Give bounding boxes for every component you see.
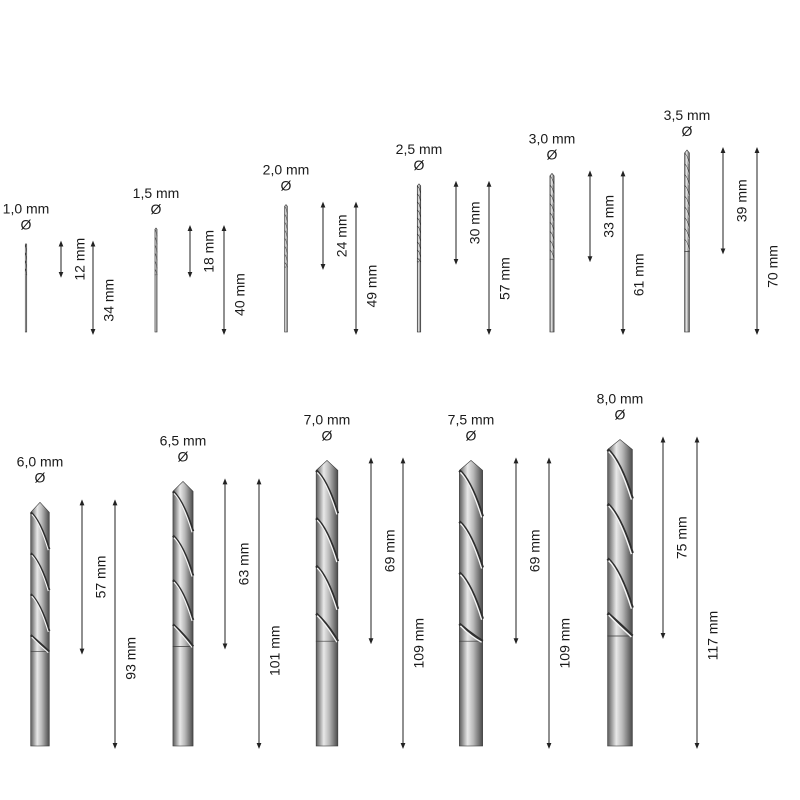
diameter-label: 2,5 mm [395,140,443,157]
drill-shank [316,641,338,746]
diameter-label: 7,0 mm [303,411,351,428]
drill-bit-0-1 [133,185,248,332]
flute-length-label: 69 mm [381,529,398,573]
drill-shank [685,251,690,332]
drill-shank [31,652,50,746]
drill-bit-0-4 [529,130,647,332]
drill-shank [155,275,157,332]
diameter-symbol: Ø [413,156,425,173]
diameter-label: 2,0 mm [262,161,310,178]
flute-length-label: 18 mm [200,230,217,273]
diameter-label: 7,5 mm [447,411,495,428]
diameter-symbol: Ø [465,427,477,444]
drill-bit-0-3 [396,141,513,332]
total-length-label: 93 mm [122,636,139,680]
total-length-label: 61 mm [630,253,647,297]
diameter-label: 3,0 mm [528,130,576,147]
drill-bit-1-0 [17,453,139,746]
flute-length-label: 75 mm [673,516,690,560]
flute-length-label: 63 mm [235,542,252,586]
drill-bit-1-3 [448,411,573,746]
diameter-symbol: Ø [681,123,693,139]
diameter-label: 1,0 mm [2,200,50,217]
total-length-label: 49 mm [363,264,380,308]
total-length-label: 40 mm [231,273,248,316]
drill-shank [417,262,421,332]
flute-length-label: 12 mm [71,237,88,281]
drill-bit-0-0 [3,201,117,332]
drill-bit-0-2 [263,162,380,332]
diameter-symbol: Ø [321,427,333,444]
diameter-symbol: Ø [280,177,292,194]
total-length-label: 109 mm [410,617,427,669]
diameter-label: 8,0 mm [596,390,644,407]
diameter-symbol: Ø [20,216,32,233]
diameter-label: 3,5 mm [663,107,711,123]
flute-length-label: 30 mm [466,201,483,245]
drill-shank [285,267,288,332]
flute-length-label: 24 mm [333,214,350,258]
total-length-label: 117 mm [704,610,721,661]
small-bits-row [3,107,781,332]
drill-shank [173,646,193,746]
flute-length-label: 69 mm [526,529,543,573]
flute-length-label: 57 mm [92,555,109,599]
drill-bit-0-5 [664,107,781,332]
total-length-label: 70 mm [764,245,781,288]
diameter-symbol: Ø [614,406,626,423]
diameter-symbol: Ø [34,469,46,486]
diameter-label: 1,5 mm [132,185,180,201]
diameter-symbol: Ø [546,146,558,163]
diameter-symbol: Ø [150,201,162,217]
drill-shank [608,636,633,746]
flute-length-label: 39 mm [733,179,750,223]
total-length-label: 101 mm [266,625,283,677]
total-length-label: 34 mm [100,278,117,322]
diameter-label: 6,0 mm [16,453,64,470]
drill-bit-1-2 [304,411,427,746]
diameter-symbol: Ø [177,448,189,465]
flute-length-label: 33 mm [600,194,617,238]
drill-bit-1-1 [160,432,283,746]
drill-shank [550,259,554,332]
drill-shank [25,275,27,332]
drill-bit-1-4 [597,390,721,746]
total-length-label: 57 mm [496,257,513,301]
diameter-label: 6,5 mm [159,432,207,449]
drill-shank [459,641,482,746]
large-bits-row [17,390,721,746]
total-length-label: 109 mm [556,617,573,669]
